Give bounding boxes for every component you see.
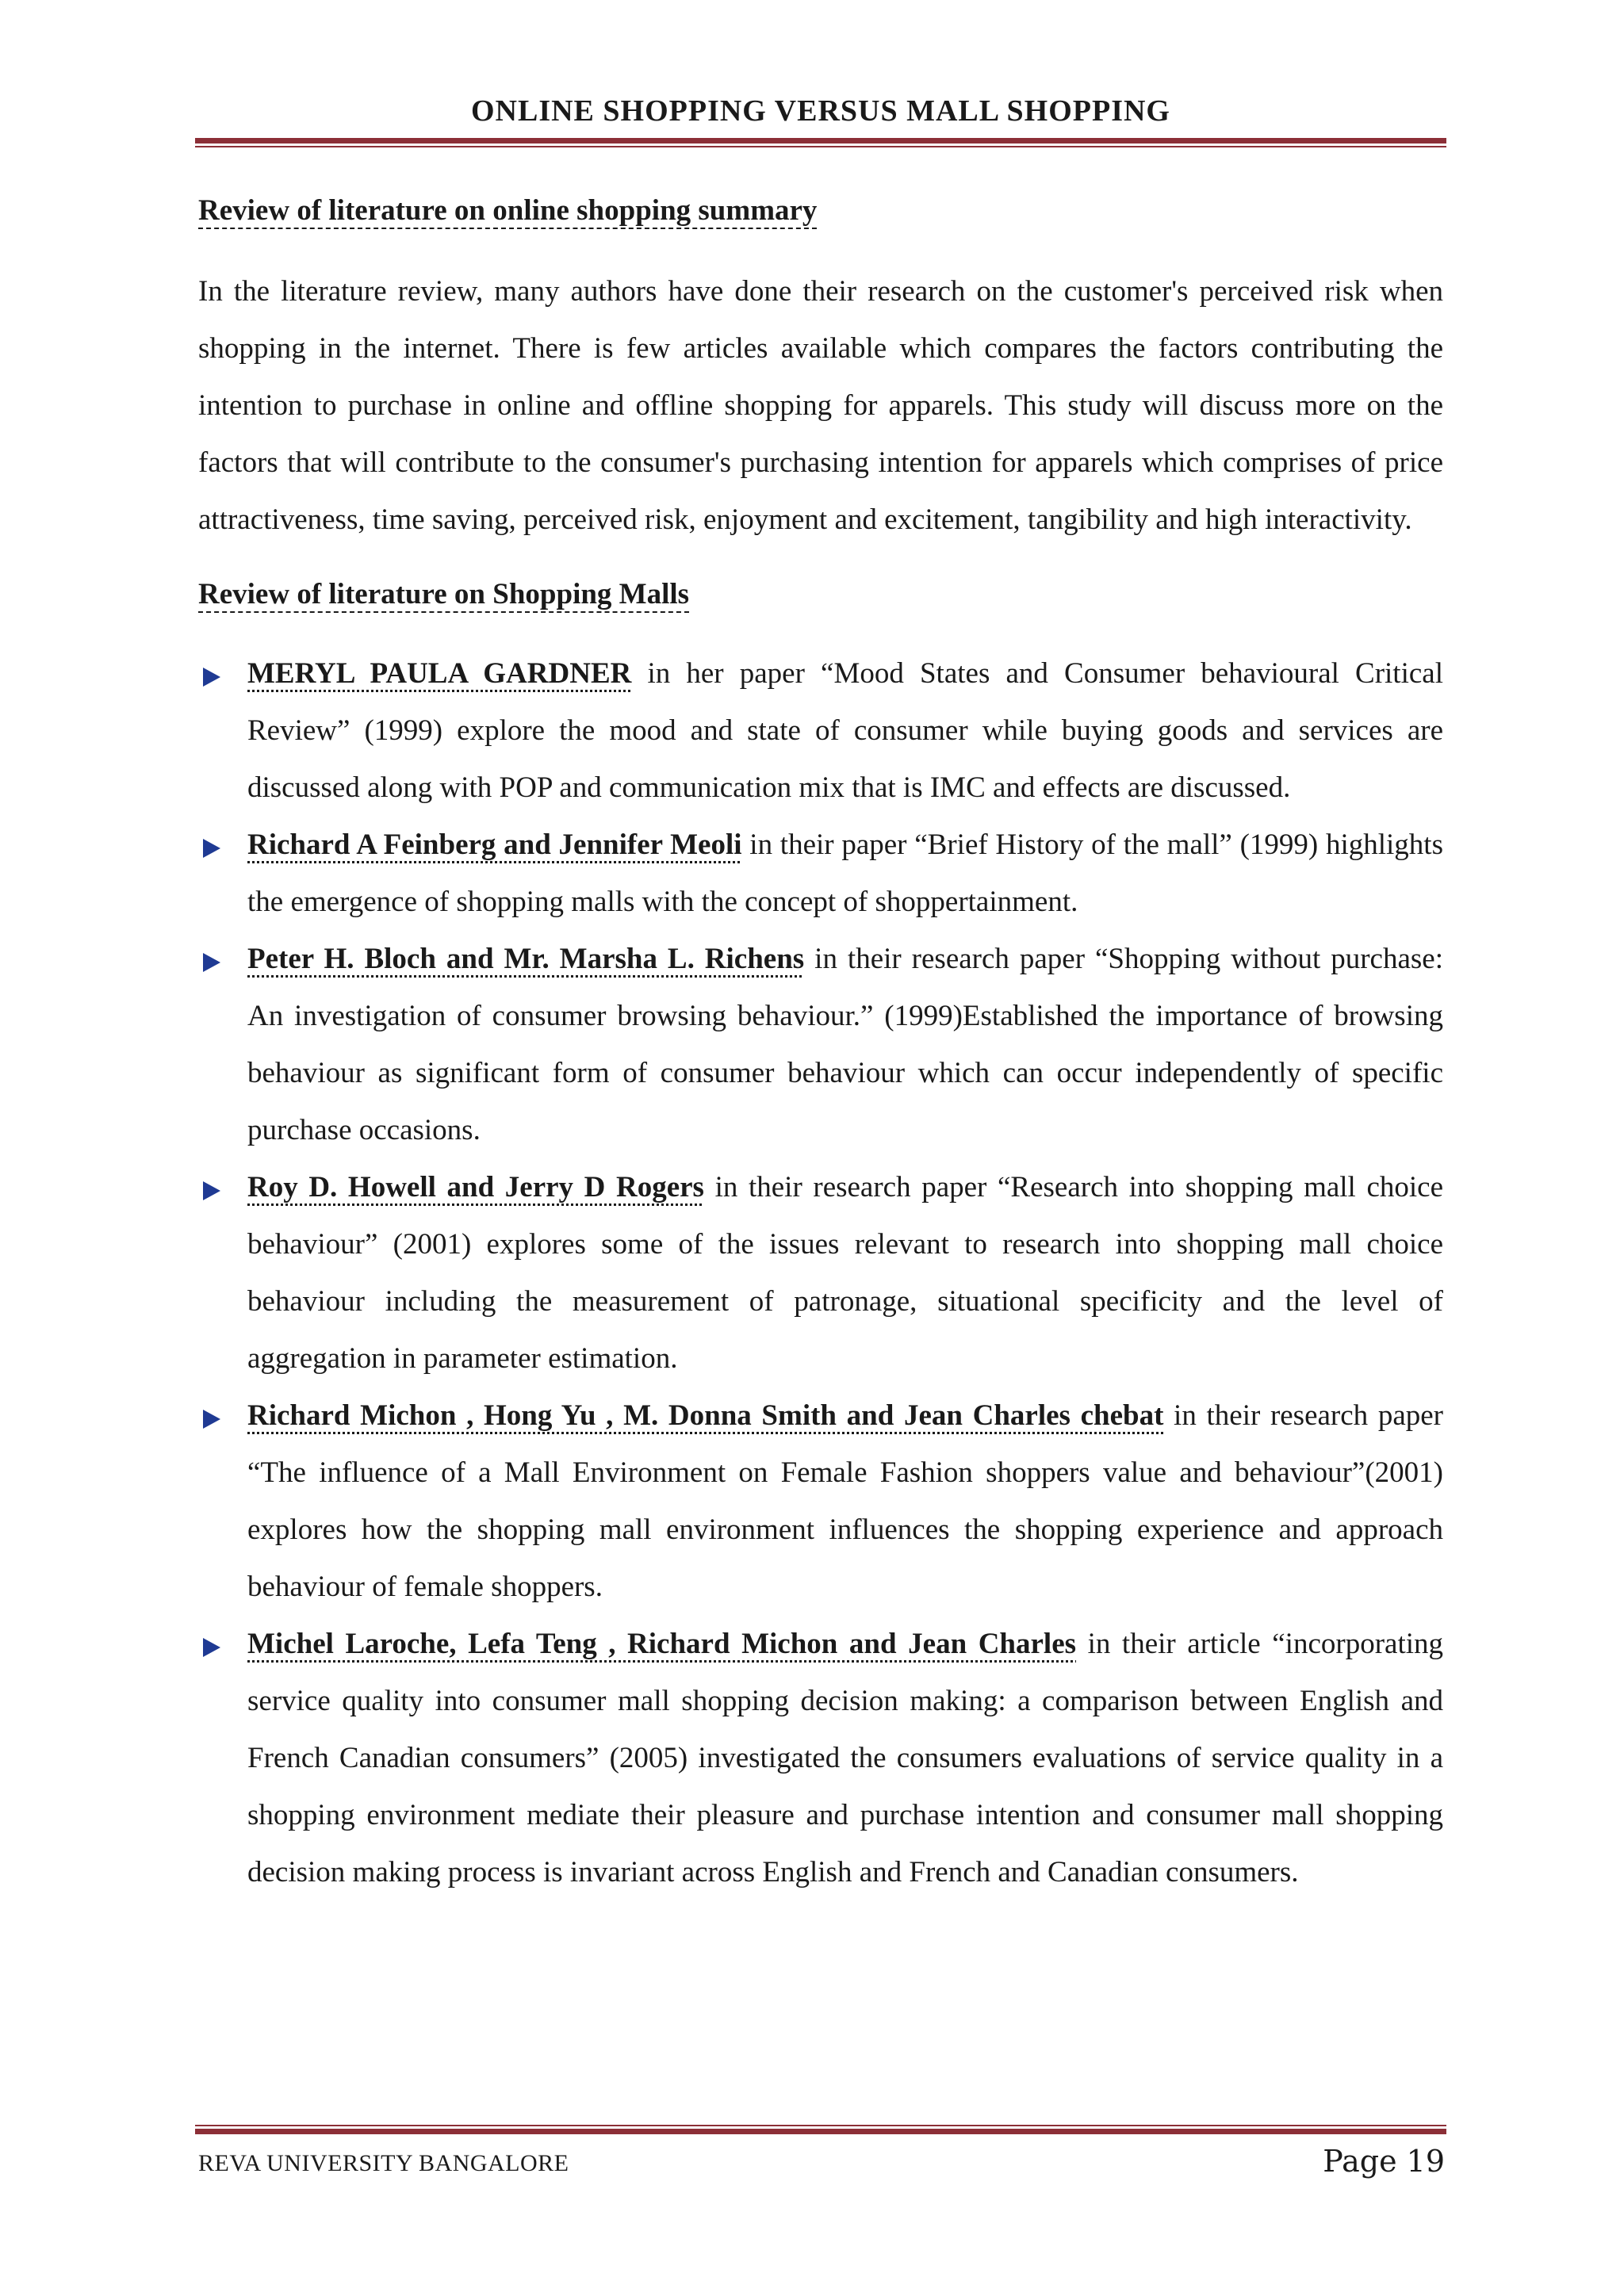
triangle-bullet-icon <box>203 1638 220 1657</box>
header-rule <box>195 138 1446 147</box>
triangle-bullet-icon <box>203 668 220 687</box>
reference-text: in their research paper “Shopping without purchase: An investigation of consumer browsing behaviour.” (1999)Established the importance of browsing behaviour as significant form of consumer behaviour which can occur independently of specific purchase occasions. <box>247 943 1444 1146</box>
triangle-bullet-icon <box>203 839 220 858</box>
reference-author: MERYL PAULA GARDNER <box>247 657 632 690</box>
triangle-bullet-icon <box>203 953 220 972</box>
reference-text: in her paper “Mood States and Consumer behavioural Critical Review” (1999) explore the mood and state of consumer while buying goods and services are discussed along with POP and communication mix that is IMC and effects are discussed. <box>247 657 1443 804</box>
reference-author: Richard Michon , Hong Yu , M. Donna Smith and Jean Charles chebat <box>247 1399 1164 1432</box>
page-number: Page 19 <box>1323 2144 1445 2179</box>
footer-institution: REVA UNIVERSITY BANGALORE <box>198 2150 569 2176</box>
list-item <box>198 1616 1443 1901</box>
reference-author: Richard A Feinberg and Jennifer Meoli <box>247 828 742 861</box>
page-header-title: ONLINE SHOPPING VERSUS MALL SHOPPING <box>470 94 1170 128</box>
reference-author: Michel Laroche, Lefa Teng , Richard Michon and Jean Charles <box>247 1628 1077 1660</box>
reference-list <box>198 645 1443 1901</box>
reference-text: in their paper “Brief History of the mall” (1999) highlights the emergence of shopping malls with the concept of shoppertainment. <box>247 828 1443 918</box>
page-content <box>198 189 1443 1901</box>
list-item <box>198 645 1443 817</box>
reference-author: Peter H. Bloch and Mr. Marsha L. Richens <box>247 943 805 975</box>
triangle-bullet-icon <box>203 1410 220 1429</box>
reference-text: in their research paper “The influence of a Mall Environment on Female Fashion shoppers value and behaviour”(2001) explores how the shopping mall environment influences the shopping experience and approach behaviour of female shoppers. <box>247 1399 1443 1603</box>
reference-text: in their article “incorporating service quality into consumer mall shopping decision making: a comparison between English and French Canadian consumers” (2005) investigated the consumers evaluations of service quality in a shopping environment mediate their pleasure and purchase intention and consumer mall shopping decision making process is invariant across English and French and Canadian consumers. <box>247 1628 1443 1888</box>
triangle-bullet-icon <box>203 1181 220 1200</box>
reference-text: in their research paper “Research into shopping mall choice behaviour” (2001) explores some of the issues relevant to research into shopping mall choice behaviour including the measurement of patronage, situational specificity and the level of aggregation in parameter estimation. <box>247 1171 1443 1375</box>
list-item <box>198 1159 1443 1387</box>
list-item <box>198 931 1443 1159</box>
summary-paragraph: In the literature review, many authors have done their research on the customer's perceived risk when shopping in the internet. There is few articles available which compares the factors contributing the intention to purchase in online and offline shopping for apparels. This study will discuss more on the factors that will contribute to the consumer's purchasing intention for apparels which comprises of price attractiveness, time saving, perceived risk, enjoyment and excitement, tangibility and high interactivity. <box>198 275 1443 536</box>
footer-rule <box>195 2125 1446 2134</box>
section-heading-online: Review of literature on online shopping summary <box>198 194 818 227</box>
reference-author: Roy D. Howell and Jerry D Rogers <box>247 1171 704 1203</box>
list-item <box>198 1387 1443 1616</box>
section-heading-malls: Review of literature on Shopping Malls <box>198 578 690 610</box>
list-item <box>198 817 1443 931</box>
